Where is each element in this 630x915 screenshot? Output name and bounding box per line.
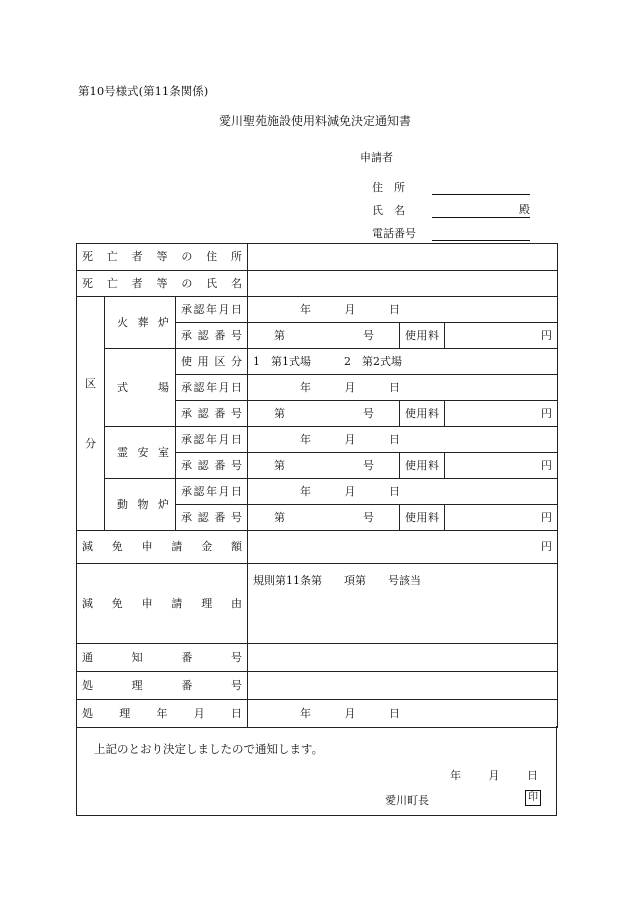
animal-approval-number-field[interactable] xyxy=(248,505,400,531)
number-prefix: 第 xyxy=(274,510,286,524)
ceremony-usage-class-field[interactable]: 1 第1式場 2 第2式場 xyxy=(248,349,558,375)
mortuary-fee-label: 使用料 xyxy=(400,453,445,479)
notice-date xyxy=(426,767,538,783)
date-day: 日 xyxy=(389,380,401,394)
applicant-name-field[interactable] xyxy=(432,203,530,218)
animal-fee-label: 使用料 xyxy=(400,505,445,531)
deceased-address-label: 死亡者等の住所 xyxy=(77,244,248,271)
number-prefix: 第 xyxy=(274,328,286,342)
number-prefix: 第 xyxy=(274,406,286,420)
mortuary-approval-number-field[interactable] xyxy=(248,453,400,479)
number-suffix: 号 xyxy=(363,406,375,420)
applicant-phone-label: 電話番号 xyxy=(372,227,416,240)
notice-block xyxy=(76,726,557,816)
date-month: 月 xyxy=(344,484,356,498)
process-date-field[interactable] xyxy=(248,700,558,728)
applicant-address-field[interactable] xyxy=(432,180,530,195)
notice-number-field[interactable] xyxy=(248,644,558,672)
yen-unit: 円 xyxy=(541,540,553,553)
reduction-amount-label: 減免申請金額 xyxy=(77,531,248,564)
reduction-amount-field[interactable] xyxy=(248,531,558,564)
notice-month: 月 xyxy=(488,769,500,782)
decision-form-table xyxy=(76,243,558,728)
date-month: 月 xyxy=(344,706,356,720)
mayor-title: 愛川町長 xyxy=(385,794,429,807)
mortuary-label: 霊安室 xyxy=(105,427,176,479)
date-day: 日 xyxy=(389,484,401,498)
animal-approval-date-label: 承認年月日 xyxy=(176,479,248,505)
date-day: 日 xyxy=(389,302,401,316)
ceremony-fee-label: 使用料 xyxy=(400,401,445,427)
notice-message: 上記のとおり決定しましたので通知します。 xyxy=(94,742,324,756)
honorific: 殿 xyxy=(519,203,530,216)
applicant-address-label: 住 所 xyxy=(372,181,405,194)
deceased-name-field[interactable] xyxy=(248,271,558,297)
reduction-reason-field[interactable]: 規則第11条第 項第 号該当 xyxy=(248,564,558,644)
process-number-field[interactable] xyxy=(248,672,558,700)
date-year: 年 xyxy=(300,302,312,316)
yen-unit: 円 xyxy=(541,406,553,420)
reduction-reason-label: 減免申請理由 xyxy=(77,564,248,644)
number-suffix: 号 xyxy=(363,458,375,472)
animal-furnace-label: 動物炉 xyxy=(105,479,176,531)
date-month: 月 xyxy=(344,380,356,394)
notice-day: 日 xyxy=(527,769,538,782)
applicant-name-row xyxy=(360,195,530,218)
date-year: 年 xyxy=(300,432,312,446)
category-label xyxy=(77,297,105,531)
mortuary-approval-number-label: 承認番号 xyxy=(176,453,248,479)
applicant-heading: 申請者 xyxy=(360,151,393,164)
animal-approval-number-label: 承認番号 xyxy=(176,505,248,531)
date-year: 年 xyxy=(300,706,312,720)
mortuary-fee-field[interactable] xyxy=(445,453,558,479)
document-title: 愛川聖苑施設使用料減免決定通知書 xyxy=(218,114,411,128)
process-number-label: 処理番号 xyxy=(77,672,248,700)
applicant-phone-field[interactable] xyxy=(432,226,530,241)
date-day: 日 xyxy=(389,432,401,446)
ceremony-fee-field[interactable] xyxy=(445,401,558,427)
applicant-name-label: 氏 名 xyxy=(372,204,405,217)
ceremony-approval-date-field[interactable] xyxy=(248,375,558,401)
date-month: 月 xyxy=(344,432,356,446)
process-date-label: 処理年月日 xyxy=(77,700,248,728)
form-number: 第10号様式(第11条関係) xyxy=(78,84,209,98)
applicant-phone-row xyxy=(360,218,530,241)
notice-year: 年 xyxy=(450,769,461,782)
yen-unit: 円 xyxy=(541,510,553,524)
ceremony-approval-number-label: 承認番号 xyxy=(176,401,248,427)
cremation-fee-label: 使用料 xyxy=(400,323,445,349)
seal-icon: 印 xyxy=(525,790,541,806)
date-year: 年 xyxy=(300,484,312,498)
cremation-furnace-label: 火葬炉 xyxy=(105,297,176,349)
date-month: 月 xyxy=(344,302,356,316)
deceased-name-label: 死亡者等の氏名 xyxy=(77,271,248,297)
cremation-approval-date-label: 承認年月日 xyxy=(176,297,248,323)
number-suffix: 号 xyxy=(363,328,375,342)
category-char-2: 分 xyxy=(85,436,96,450)
ceremony-approval-number-field[interactable] xyxy=(248,401,400,427)
cremation-approval-date-field[interactable] xyxy=(248,297,558,323)
date-day: 日 xyxy=(389,706,401,720)
cremation-fee-field[interactable] xyxy=(445,323,558,349)
yen-unit: 円 xyxy=(541,458,553,472)
deceased-address-field[interactable] xyxy=(248,244,558,271)
yen-unit: 円 xyxy=(541,328,553,342)
mortuary-approval-date-label: 承認年月日 xyxy=(176,427,248,453)
number-prefix: 第 xyxy=(274,458,286,472)
date-year: 年 xyxy=(300,380,312,394)
applicant-block xyxy=(360,150,530,241)
cremation-approval-number-label: 承認番号 xyxy=(176,323,248,349)
category-char-1: 区 xyxy=(85,376,96,390)
ceremony-approval-date-label: 承認年月日 xyxy=(176,375,248,401)
applicant-address-row xyxy=(360,172,530,195)
animal-approval-date-field[interactable] xyxy=(248,479,558,505)
cremation-approval-number-field[interactable] xyxy=(248,323,400,349)
animal-fee-field[interactable] xyxy=(445,505,558,531)
mortuary-approval-date-field[interactable] xyxy=(248,427,558,453)
ceremony-hall-label: 式場 xyxy=(105,349,176,427)
ceremony-usage-class-label: 使用区分 xyxy=(176,349,248,375)
number-suffix: 号 xyxy=(363,510,375,524)
notice-number-label: 通知番号 xyxy=(77,644,248,672)
